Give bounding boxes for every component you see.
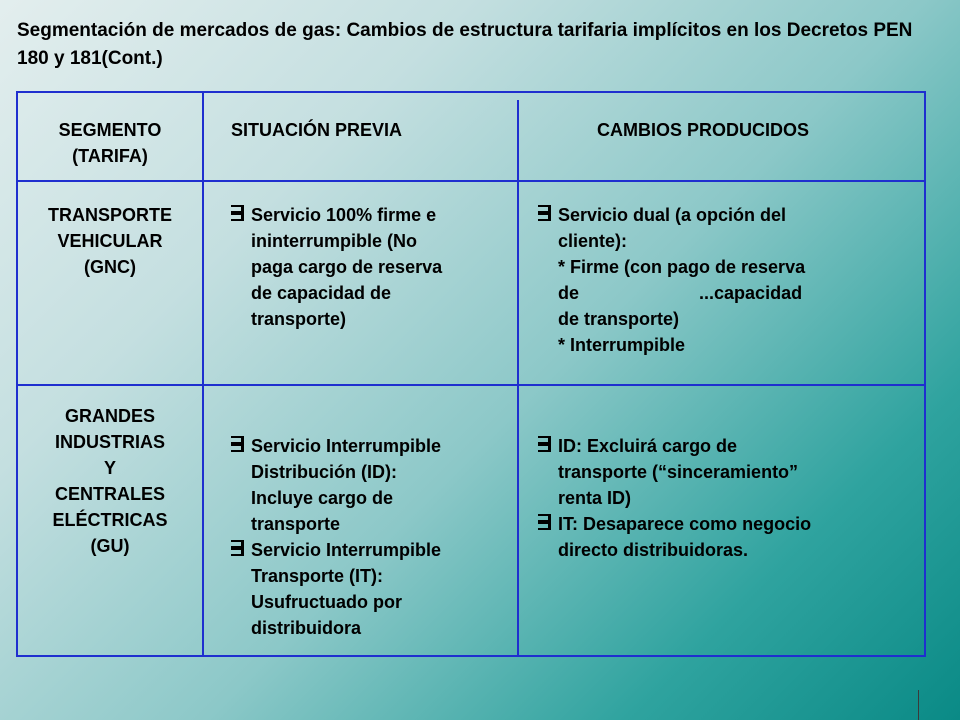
bullet-line: paga cargo de reserva [251, 257, 443, 277]
bullet-line: Servicio dual (a opción del [558, 205, 787, 225]
segment-line: Y [103, 458, 116, 478]
bullet-line: * Firme (con pago de reserva [558, 257, 806, 277]
header-changes-produced: CAMBIOS PRODUCIDOS [597, 120, 810, 140]
segment-line: (GU) [90, 536, 130, 556]
bullet-line: ininterrumpible (No [251, 231, 417, 251]
header-segment-line-1: SEGMENTO [58, 120, 162, 140]
bullet-line: Distribución (ID): [251, 462, 397, 482]
segment-line: INDUSTRIAS [54, 432, 165, 452]
bullet-line: transporte (“sinceramiento” [558, 462, 799, 482]
segment-line: GRANDES [64, 406, 155, 426]
changes-gnc-bullets [536, 202, 906, 358]
bullet-item [229, 433, 514, 537]
bullet-line: de capacidad de [251, 283, 392, 303]
column-divider-2 [517, 100, 519, 655]
bullet-line: Usufructuado por [251, 592, 402, 612]
slide-title: Segmentación de mercados de gas: Cambios de estructura tarifaria implícitos en los Decretos PEN 180 y 181(Cont.) [17, 20, 913, 69]
bullet-icon [229, 540, 245, 557]
segment-large-industries [18, 403, 202, 559]
bullet-line: IT: Desaparece como negocio [558, 514, 812, 534]
bullet-line: distribuidora [251, 618, 362, 638]
segment-line: VEHICULAR [57, 231, 163, 251]
segment-line: TRANSPORTE [47, 205, 172, 225]
bullet-line: transporte [251, 514, 341, 534]
header-previous-situation: SITUACIÓN PREVIA [231, 120, 403, 140]
row-divider-2 [18, 384, 924, 386]
column-divider-1 [202, 93, 204, 655]
bullet-line: cliente): [558, 231, 628, 251]
bullet-line: directo distribuidoras. [558, 540, 749, 560]
bullet-icon [536, 436, 552, 453]
row-divider-1 [18, 180, 924, 182]
bullet-line: de transporte) [558, 309, 680, 329]
bullet-line: de ...capacidad [558, 283, 803, 303]
bullet-item [536, 202, 906, 358]
segment-transport-vehicular [18, 202, 202, 280]
bullet-line: Incluye cargo de [251, 488, 394, 508]
bullet-line: Servicio 100% firme e [251, 205, 437, 225]
changes-gu-bullets [536, 433, 906, 563]
segmentation-table [16, 91, 926, 657]
bullet-item [229, 202, 509, 332]
previous-gnc-bullets [229, 202, 509, 332]
bullet-item [229, 537, 514, 641]
segment-line: (GNC) [84, 257, 136, 277]
bullet-line: transporte) [251, 309, 347, 329]
bullet-line: renta ID) [558, 488, 632, 508]
header-segment-line-2: (TARIFA) [72, 146, 148, 166]
header-segment [18, 117, 202, 169]
segment-line: CENTRALES [54, 484, 165, 504]
bullet-line: Transporte (IT): [251, 566, 384, 586]
bullet-icon [229, 205, 245, 222]
bullet-icon [536, 205, 552, 222]
bullet-item [536, 433, 906, 511]
slide-corner-line [918, 690, 919, 720]
bullet-icon [536, 514, 552, 531]
bullet-line: Servicio Interrumpible [251, 540, 442, 560]
previous-gu-bullets [229, 433, 514, 641]
bullet-line: ID: Excluirá cargo de [558, 436, 738, 456]
segment-line: ELÉCTRICAS [52, 510, 168, 530]
bullet-item [536, 511, 906, 563]
bullet-line: Servicio Interrumpible [251, 436, 442, 456]
bullet-icon [229, 436, 245, 453]
bullet-line: * Interrumpible [558, 335, 686, 355]
